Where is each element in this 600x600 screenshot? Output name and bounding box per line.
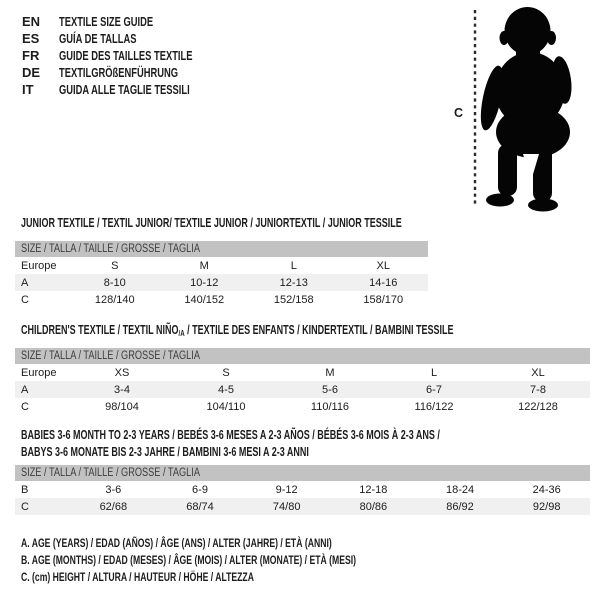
height-cell: 140/152 [184,293,225,306]
language-row [22,64,244,81]
height-cell: 74/80 [272,500,301,513]
size-header-label: SIZE / TALLA / TAILLE / GRÖSSE / TAGLIA [21,243,200,255]
table-row [15,498,590,515]
height-cell: 122/128 [518,400,558,413]
guide-title: GUIDE DES TAILLES TEXTILE [59,48,193,63]
legend-line-b: B. AGE (MONTHS) / EDAD (MESES) / ÂGE (MOIS) / ALTER (MONATE) / ETÀ (MESI) [21,553,357,567]
age-cell: 3-6 [105,483,122,496]
guide-title: TEXTILE SIZE GUIDE [59,14,154,29]
size-header-bar [15,241,428,257]
toddler-silhouette-icon [448,2,598,216]
toddler-figure [448,2,598,216]
size-cell: M [325,366,335,379]
height-cell: 152/158 [273,293,314,306]
size-cell: L [290,259,297,272]
height-cell: 62/68 [99,500,128,513]
row-label: C [21,500,29,513]
size-cell: XS [114,366,130,379]
height-cell: 98/104 [105,400,139,413]
language-code: FR [22,48,40,63]
age-cell: 12-18 [359,483,388,496]
height-cell: 128/140 [94,293,135,306]
row-label: B [21,483,29,496]
size-header-bar [15,348,590,364]
age-cell: 14-16 [369,276,398,289]
row-label: C [21,400,29,413]
table-row [15,274,428,291]
size-cell: S [111,259,119,272]
table-row [15,364,590,381]
guide-title: GUÍA DE TALLAS [59,31,137,46]
age-cell: 12-13 [279,276,308,289]
height-cell: 116/122 [414,400,454,413]
junior-size-table [15,241,428,308]
size-header-label: SIZE / TALLA / TAILLE / GRÖSSE / TAGLIA [21,467,200,479]
age-cell: 10-12 [190,276,219,289]
row-label: Europe [21,259,57,272]
children-table-title: CHILDREN'S TEXTILE / TEXTIL $NIÑO_{/A}$ / TEXTILE DES ENFANTS / KINDERTEXTIL / BAMBINI TESSILE [21,323,454,338]
guide-title: GUIDA ALLE TAGLIE TESSILI [59,82,190,97]
language-row [22,13,244,30]
row-label: Europe [21,366,57,379]
height-measure-label: C [454,106,464,120]
language-row [22,81,244,98]
age-cell: 18-24 [445,483,475,496]
height-cell: 158/170 [363,293,404,306]
age-cell: 9-12 [275,483,298,496]
size-cell: S [222,366,230,379]
size-cell: L [430,366,438,379]
age-cell: 6-7 [426,383,442,396]
row-label: A [21,276,29,289]
babies-size-table [15,465,590,515]
legend-line-c: C. (cm) HEIGHT / ALTURA / HAUTEUR / HÖHE / ALTEZZA [21,570,254,584]
table-row [15,481,590,498]
junior-table-title: JUNIOR TEXTILE / TEXTIL JUNIOR/ TEXTILE JUNIOR / JUNIORTEXTIL / JUNIOR TESSILE [21,216,402,230]
guide-title: TEXTILGRÖßENFÜHRUNG [59,65,179,80]
height-cell: 86/92 [446,500,474,513]
height-cell: 80/86 [359,500,388,513]
measure-legend [21,535,486,586]
language-code: EN [22,14,41,29]
table-row [15,257,428,274]
table-row [15,398,590,415]
language-code: IT [22,82,34,97]
table-row [15,381,590,398]
age-cell: 24-36 [532,483,561,496]
row-label: A [21,383,29,396]
age-cell: 6-9 [192,483,208,496]
height-cell: 110/116 [310,400,350,413]
size-cell: M [199,259,209,272]
height-cell: 92/98 [532,500,561,513]
size-cell: XL [376,259,390,272]
language-code: DE [22,65,41,80]
size-cell: XL [531,366,545,379]
babies-table-title: BABIES 3-6 MONTH TO 2-3 YEARS / BEBÉS 3-6 MESES A 2-3 AÑOS / BÉBÉS 3-6 MOIS À 2-3 ANS / BABYS 3-6 MONATE BIS 2-3 JAHRE / BAMBINI 3-6 MESI A 2-3 ANNI [21,428,440,459]
legend-line-a: A. AGE (YEARS) / EDAD (AÑOS) / ÂGE (ANS) / ALTER (JAHRE) / ETÀ (ANNI) [21,536,332,550]
language-code: ES [22,31,40,46]
table-row [15,291,428,308]
age-cell: 3-4 [114,383,130,396]
height-cell: 68/74 [186,500,214,513]
size-header-bar [15,465,590,481]
subscript-suffix: /A [178,328,185,338]
age-cell: 7-8 [530,383,546,396]
language-row [22,30,244,47]
age-cell: 4-5 [218,383,234,396]
age-cell: 8-10 [103,276,126,289]
children-size-table [15,348,590,415]
size-header-label: SIZE / TALLA / TAILLE / GRÖSSE / TAGLIA [21,350,200,362]
row-label: C [21,293,29,306]
language-row [22,47,244,64]
language-title-list [22,13,244,98]
height-cell: 104/110 [206,400,246,413]
age-cell: 5-6 [322,383,338,396]
